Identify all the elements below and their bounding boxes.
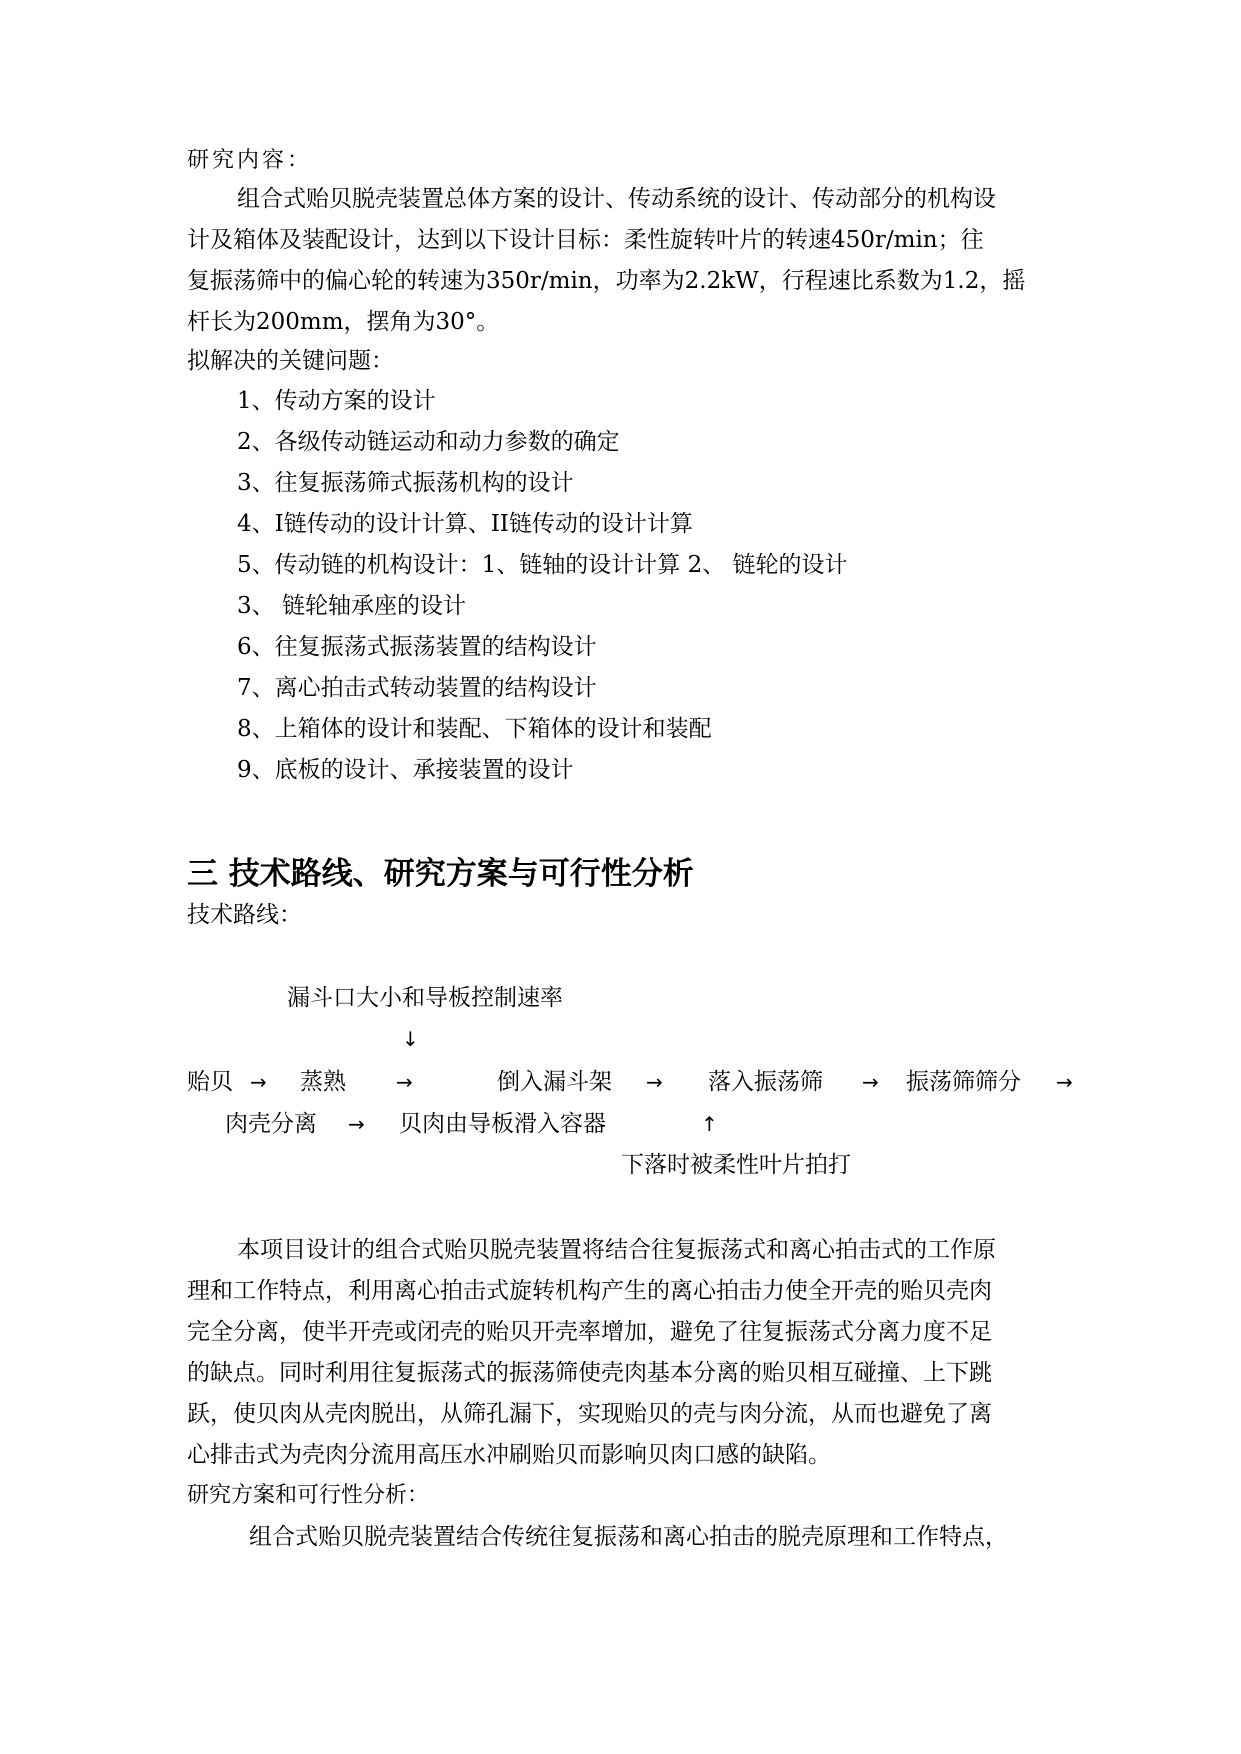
right-arrow-icon: → <box>1056 1070 1073 1094</box>
flow-step: 倒入漏斗架 <box>497 1069 612 1095</box>
list-item: 5、传动链的机构设计：1、链轴的设计计算 2、 链轮的设计 <box>237 552 848 578</box>
flow-step: 贻贝 <box>187 1069 233 1095</box>
flow-step: 肉壳分离 <box>225 1111 317 1137</box>
list-item: 9、底板的设计、承接装置的设计 <box>237 757 574 783</box>
right-arrow-icon: → <box>646 1070 663 1094</box>
list-item: 2、各级传动链运动和动力参数的确定 <box>237 429 620 455</box>
section-heading: 三 技术路线、研究方案与可行性分析 <box>187 856 694 892</box>
scheme-label: 研究方案和可行性分析： <box>187 1483 430 1508</box>
flow-step: 振荡筛筛分 <box>906 1069 1021 1095</box>
route-label: 技术路线： <box>187 902 302 928</box>
paragraph-line: 杆长为200mm，摆角为30°。 <box>187 309 500 335</box>
right-arrow-icon: → <box>396 1070 413 1094</box>
list-item: 6、往复振荡式振荡装置的结构设计 <box>237 634 597 660</box>
paragraph-line: 本项目设计的组合式贻贝脱壳装置将结合往复振荡式和离心拍击式的工作原 <box>237 1237 996 1263</box>
paragraph-line: 组合式贻贝脱壳装置结合传统往复振荡和离心拍击的脱壳原理和工作特点， <box>249 1524 1008 1550</box>
right-arrow-icon: → <box>250 1070 267 1094</box>
right-arrow-icon: → <box>862 1070 879 1094</box>
research-content-label: 研究内容： <box>187 148 313 173</box>
flow-step: 蒸熟 <box>300 1069 346 1095</box>
list-item: 4、I链传动的设计计算、II链传动的设计计算 <box>237 511 693 537</box>
down-arrow-icon: ↓ <box>402 1027 419 1051</box>
key-problems-label: 拟解决的关键问题： <box>187 348 394 374</box>
flow-step: 落入振荡筛 <box>708 1069 823 1095</box>
paragraph-line: 计及箱体及装配设计，达到以下设计目标：柔性旋转叶片的转速450r/min；往 <box>187 227 984 253</box>
paragraph-line: 完全分离，使半开壳或闭壳的贻贝开壳率增加，避免了往复振荡式分离力度不足 <box>187 1319 992 1345</box>
paragraph-line: 心排击式为壳肉分流用高压水冲刷贻贝而影响贝肉口感的缺陷。 <box>187 1442 831 1468</box>
right-arrow-icon: → <box>348 1112 365 1136</box>
flow-top-note: 漏斗口大小和导板控制速率 <box>287 985 563 1011</box>
list-item: 7、离心拍击式转动装置的结构设计 <box>237 675 597 701</box>
paragraph-line: 组合式贻贝脱壳装置总体方案的设计、传动系统的设计、传动部分的机构设 <box>237 186 996 212</box>
list-item: 8、上箱体的设计和装配、下箱体的设计和装配 <box>237 716 712 742</box>
paragraph-line: 复振荡筛中的偏心轮的转速为350r/min，功率为2.2kW，行程速比系数为1.2，摇 <box>187 268 1026 294</box>
up-arrow-icon: ↑ <box>701 1112 718 1136</box>
flow-step: 贝肉由导板滑入容器 <box>399 1111 606 1137</box>
paragraph-line: 理和工作特点，利用离心拍击式旋转机构产生的离心拍击力使全开壳的贻贝壳肉 <box>187 1278 992 1304</box>
list-item: 3、往复振荡筛式振荡机构的设计 <box>237 470 574 496</box>
paragraph-line: 的缺点。同时利用往复振荡式的振荡筛使壳肉基本分离的贻贝相互碰撞、上下跳 <box>187 1360 992 1386</box>
list-item: 1、传动方案的设计 <box>237 388 436 414</box>
list-item: 3、 链轮轴承座的设计 <box>237 593 466 619</box>
flow-bottom-note: 下落时被柔性叶片拍打 <box>621 1152 851 1178</box>
paragraph-line: 跃，使贝肉从壳肉脱出，从筛孔漏下，实现贻贝的壳与肉分流，从而也避免了离 <box>187 1401 992 1427</box>
